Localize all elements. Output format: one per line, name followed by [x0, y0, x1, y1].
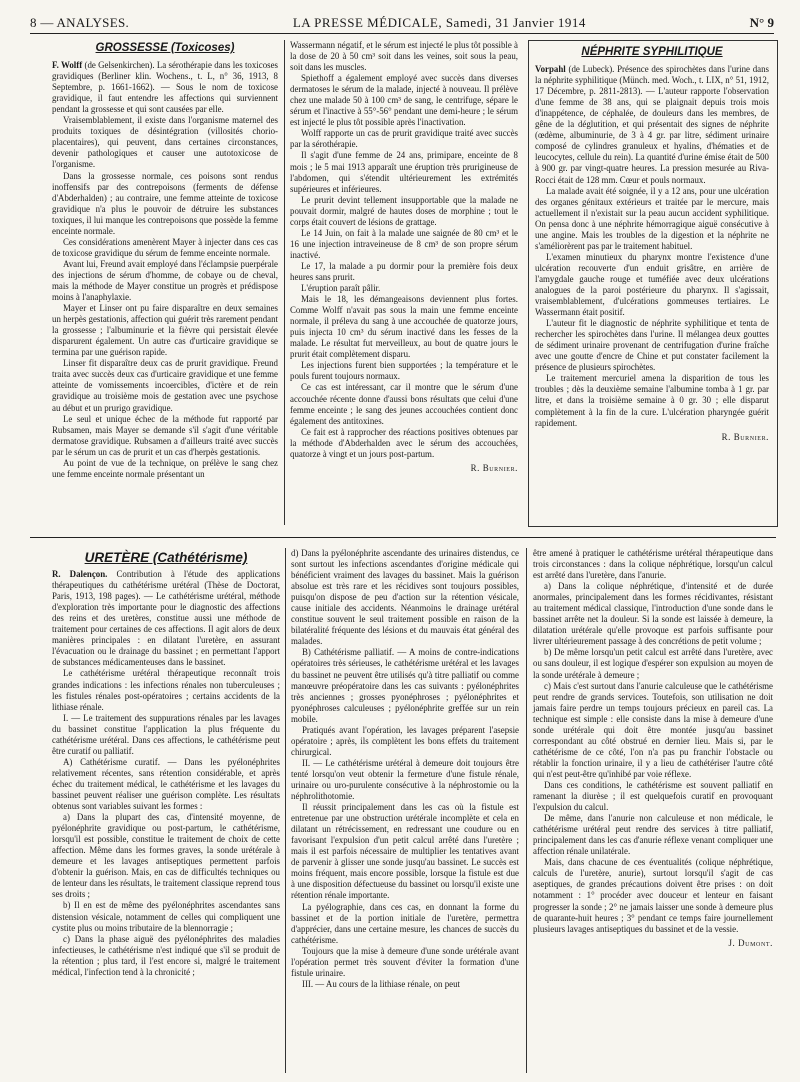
column-rule: [285, 548, 286, 1073]
paragraph: Le traitement mercuriel amena la disparition de tous les troubles ; dès la deuxième semaine l'albumine tomba à 1 gr. par litre, et dans la troisième semaine à 0 gr. 30 ; elle disparut complètement à la fin de la cure. L'ulcération pharyngée guérit rapidement.: [535, 373, 769, 428]
paragraph: [52, 60, 278, 115]
paragraph: La malade avait été soignée, il y a 12 ans, pour une ulcération des organes génitaux extérieurs et traitée par le mercure, mais actuellement il n'existait sur la peau aucun accident syphilitique. On pensa donc à une néphrite hémorragique aiguë consécutive à une angine. Mais les troubles de la digestion et la néphrite ne s'améliorèrent pas par le traitement habituel.: [535, 185, 769, 251]
paragraph: Le cathétérisme urétéral thérapeutique reconnaît trois grandes indications : les infections rénales non tuberculeuses ; les fistules rénales post-opératoires ; certains accidents de la lithiase rénale.: [52, 668, 280, 712]
paragraph: Avant lui, Freund avait employé dans l'éclampsie puerpérale des injections de sérum d'homme, de cobaye ou de cheval, mais la méthode de Mayer constitue un progrès et prédispose moins à l'anaphylaxie.: [52, 258, 278, 303]
paragraph: I. — Le traitement des suppurations rénales par les lavages du bassinet constitue l'application la plus fréquente du cathétérisme urétéral. Dans ces affections, le cathétérisme peut être curatif ou palliatif.: [52, 712, 280, 756]
paragraph: Wassermann négatif, et le sérum est injecté le plus tôt possible à la dose de 20 à 50 cm³ soit dans les veines, soit sous la peau, soit dans les muscles.: [290, 40, 518, 73]
paragraph: Spiethoff a également employé avec succès dans diverses dermatoses le sérum de la malade, injecté à nouveau. Il prélève chez une malade 50 à 100 cm³ de sang, le centrifuge, sépare le sérum et l'inactive à 55°-56° pendant une demi-heure ; le sérum est injecté le plus tôt possible après l'inactivation.: [290, 73, 518, 128]
uretere-column-3: [533, 548, 773, 949]
paragraph: [535, 64, 769, 186]
section-title-grossesse: GROSSESSE (Toxicoses): [95, 42, 235, 54]
paragraph: Ce fait est à rapprocher des réactions positives obtenues par la méthode d'Abderhalden avec le sérum des accouchées, quatorze à vingt et un jours post-partum.: [290, 426, 518, 459]
paragraph: Linser fit disparaître deux cas de prurit gravidique. Freund traita avec succès deux cas d'urticaire gravidique et une femme atteinte de vomissements incoercibles, d'ictère et de rein gravidique au troisième mois de gestation avec une psychose au début et un prurigo gravidique.: [52, 358, 278, 413]
paragraph: b) De même lorsqu'un petit calcul est arrêté dans l'uretère, avec ou sans douleur, il est logique d'espérer son expulsion au moyen de la sonde urétérale à demeure ;: [533, 647, 773, 680]
paragraph: II. — Le cathétérisme urétéral à demeure doit toujours être tenté lorsqu'on veut obtenir la fermeture d'une fistule rénale, urinaire ou uro-purulente consécutive à la néphrostomie ou la néphrolithotomie.: [291, 757, 519, 802]
paragraph: Mayer et Linser ont pu faire disparaître en deux semaines un herpès gestationis, affection qui guérit très rarement pendant la grossesse ; l'albuminurie et la fièvre qui persistait élevée disparurent également. Un autre cas d'urticaire gravidique se termina par une guérison rapide.: [52, 303, 278, 358]
section-title-uretere: URETÈRE (Cathétérisme): [84, 550, 248, 565]
paragraph: Il s'agit d'une femme de 24 ans, primipare, enceinte de 8 mois ; le 5 mai 1913 apparaît une éruption très prurigineuse de l'abdomen, qui s'étendit ultérieurement les extrémités supérieures et inférieures.: [290, 150, 518, 194]
paragraph: d) Dans la pyélonéphrite ascendante des urinaires distendus, ce sont surtout les infections ascendantes d'origine médicale qui bénéficient vraiment des lavages du bassinet. Mais la guérison absolue est très rare et les récidives sont toujours possibles, puisqu'on dispose de peu d'action sur la rétention vésicale, cause initiale des accidents. Néanmoins le drainage urétéral constitue souvent le seul traitement possible en raison de la bilatéralité fréquente des lésions et du mauvais état général des malades.: [291, 548, 519, 647]
paragraph: L'éruption paraît pâlir.: [301, 283, 381, 294]
paragraph: être amené à pratiquer le cathétérisme urétéral thérapeutique dans trois circonstances : dans la colique néphrétique, lorsqu'un calcul est arrêté dans l'uretère, dans l'anurie.: [533, 548, 773, 581]
issue-number: N° 9: [749, 15, 774, 30]
paragraph: Le 14 Juin, on fait à la malade une saignée de 80 cm³ et le 16 une injection intraveineuse de 8 cm³ de son propre sérum inactivé.: [290, 227, 518, 260]
paragraph: c) Mais c'est surtout dans l'anurie calculeuse que le cathétérisme peut rendre de grands services. Toutefois, son utilisation ne doit jamais faire perdre un temps toujours précieux en pareil cas. La technique est simple : elle consiste dans la mise à demeure d'une sonde urétérale qui doit être montée jusqu'au bassinet correspondant au côté obstrué en dernier lieu. Mais si, par le cathétérisme de ce côté, l'on n'a pas pu franchir l'obstacle ou rétablir la fonction urinaire, il y a lieu de cathétériser l'autre côté qui n'est peut-être qu'inhibé par voie réflexe.: [533, 680, 773, 779]
paragraph: La pyélographie, dans ces cas, en donnant la forme du bassinet et de la portion initiale de l'uretère, permettra d'apprécier, dans une certaine mesure, les chances de succès du cathétérisme.: [291, 901, 519, 945]
paragraph: Le prurit devint tellement insupportable que la malade ne pouvait dormir, malgré de hautes doses de morphine ; tout le corps était couvert de lésions de grattage.: [290, 194, 518, 227]
paragraph: Toujours que la mise à demeure d'une sonde urétérale avant l'opération permet très souvent d'éviter la formation d'une fistule urinaire.: [291, 945, 519, 978]
paragraph: Ces considérations amenèrent Mayer à injecter dans ces cas de toxicose gravidique du sérum de femme enceinte normale.: [52, 236, 278, 258]
paragraph-text: (de Gelsenkirchen). La sérothérapie dans les toxicoses gravidiques (Berliner klin. Wochens., t. L, n° 36, 1913, 8 Septembre, p. 1661-1662). — Sous le nom de toxicose gravidique, il faut entendre les affections qui surviennent pendant la grossesse et qui sont causées par elle.: [52, 60, 278, 115]
section-divider: [30, 537, 776, 538]
paragraph-text: (de Lubeck). Présence des spirochètes dans l'urine dans la néphrite syphilitique (Münch. med. Woch., t. LIX, n° 51, 1912, 17 Décembre, p. 2811-2813). — L'auteur rapporte l'observation d'une femme de 38 ans, qui se plaignait depuis trois mois d'inappétence, de céphalée, de douleurs dans les membres, de gêne de la déglutition, et qui présentait des signes de néphrite (œdème, albuminurie, de 3 à 4 gr. par litre, sédiment urinaire composé de cylindres granuleux et hyalins, d'hématies et de leucocytes, cellule du rein). La quantité d'urine émise était de 500 à 900 gr. par vingt-quatre heures. La pression mesurée au Riva-Rocci était de 128 mm. Cœur et pouls normaux.: [535, 64, 769, 185]
author-name: F. Wolff: [52, 60, 83, 71]
paragraph: Wolff rapporte un cas de prurit gravidique traité avec succès par la sérothérapie.: [290, 128, 518, 150]
paragraph-text: Contribution à l'étude des applications thérapeutiques du cathétérisme urétéral (Thèse de Doctorat, Paris, 1913, 198 pages). — Le cathétérisme urétéral, méthode d'exploration très importante pour le diagnostic des affections des reins et des uretères, constitue aussi une méthode de traitement pour certaines de ces affections. Il agit alors de deux manières principales : en dilatant l'uretère, en assurant l'évacuation ou le drainage du bassinet ; en permettant l'apport de substances médicamenteuses dans le bassinet.: [52, 569, 280, 668]
paragraph: [52, 569, 280, 668]
paragraph: L'examen minutieux du pharynx montre l'existence d'une ulcération recouverte d'un enduit grisâtre, en arrière de l'amygdale gauche rouge et tuméfiée avec deux ulcérations analogues de la paroi postérieure du pharynx. Il s'agissait, vraisemblablement, d'ulcérations gommeuses tertiaires. Le Wassermann était positif.: [535, 251, 769, 318]
signature: R. Burnier.: [470, 462, 518, 473]
journal-title: LA PRESSE MÉDICALE, Samedi, 31 Janvier 1914: [292, 15, 586, 30]
paragraph: Le seul et unique échec de la méthode fut rapporté par Rubsamen, mais Mayer se demande s'il s'agit d'une véritable dermatose gravidique. Rubsamen a d'ailleurs traité avec succès par le sérum un cas de prurit et un cas d'herpès gestationis.: [52, 413, 278, 457]
author-name: Vorpahl: [535, 64, 566, 75]
paragraph: Ce cas est intéressant, car il montre que le sérum d'une accouchée récente donne d'aussi bons résultats que celui d'une femme enceinte ; le sang des jeunes accouchées contient donc également des antitoxines.: [290, 382, 518, 426]
paragraph: De même, dans l'anurie non calculeuse et non médicale, le cathétérisme urétéral peut rendre des services à titre palliatif, principalement dans les cas d'anurie réflexe venant compliquer une affection rénale unilatérale.: [533, 813, 773, 857]
uretere-column-1: [52, 548, 280, 978]
paragraph: Le 17, la malade a pu dormir pour la première fois deux heures sans prurit.: [290, 260, 518, 282]
paragraph: Dans la grossesse normale, ces poisons sont rendus inoffensifs par des contrepoisons (ferments de défense d'Abderhalden) ; au contraire, une femme atteinte de toxicose gravidique n'a plus le pouvoir de détruire les substances toxiques, il lui manque les contrepoisons que possède la femme enceinte normale.: [52, 170, 278, 236]
author-name: R. Dalençon.: [52, 569, 108, 580]
paragraph: Les injections furent bien supportées ; la température et le pouls furent toujours normaux.: [290, 360, 518, 382]
nephrite-column: [535, 44, 769, 443]
grossesse-column-1: [52, 40, 278, 480]
signature: R. Burnier.: [721, 431, 769, 442]
paragraph: Pratiqués avant l'opération, les lavages préparent l'asepsie opératoire ; après, ils complètent les bons effets du traitement chirurgical.: [291, 724, 519, 757]
paragraph: Dans ces conditions, le cathétérisme est souvent palliatif en ramenant la diurèse ; il est quelquefois curatif en provoquant l'expulsion du calcul.: [533, 779, 773, 813]
paragraph: a) Dans la plupart des cas, d'intensité moyenne, de pyélonéphrite gravidique ou post-partum, le cathétérisme, lorsqu'il est possible, constitue le traitement de choix de cette affection. Même dans les formes graves, la sonde urétérale à demeure et les lavages antiseptiques permettent parfois d'obtenir la guérison. Mais, en cas de difficultés techniques ou de lenteur dans les résultats, le traitement classique reprend tous ses droits ;: [52, 812, 280, 900]
paragraph: Vraisemblablement, il existe dans l'organisme maternel des produits toxiques de désintégration (villosités chorio-placentaires), qui peuvent, dans certaines circonstances, devenir pathologiques et causer une autotoxicose de l'organisme.: [52, 115, 278, 170]
signature: J. Dumont.: [728, 937, 773, 948]
paragraph: A) Cathétérisme curatif. — Dans les pyélonéphrites relativement récentes, sans rétention considérable, et après échec du traitement médical, le cathétérisme et les lavages du bassinet peuvent réaliser une guérison complète. Les résultats obtenus sont variables suivant les formes :: [52, 756, 280, 812]
paragraph: Mais le 18, les démangeaisons deviennent plus fortes. Comme Wolff n'avait pas sous la main une femme enceinte normale, il préleva du sang à une accouchée de quatorze jours, puis injecta 10 cm³ du sérum inactivé dans les fesses de la malade. Le résultat fut merveilleux, au bout de quatre jours le prurit était complètement disparu.: [290, 294, 518, 360]
paragraph: a) Dans la colique néphrétique, d'intensité et de durée anormales, principalement dans les formes récidivantes, résistant au traitement médical classique, l'introduction d'une sonde dans le bassinet arrête net la douleur. Si la sonde est laissée à demeure, la dilatation urétérale qu'elle provoque est parfois suffisante pour livrer ultérieurement passage à des concrétions de petit volume ;: [533, 581, 773, 647]
paragraph: Il réussit principalement dans les cas où la fistule est entretenue par une obstruction urétérale incomplète et cela en dilatant un rétrécissement, en redressant une coudure ou en favorisant l'expulsion d'un petit calcul arrêté dans l'uretère ; mais il est parfois nécessaire de multiplier les tentatives avant de parvenir à glisser une sonde jusqu'au bassinet. Le succès est moins fréquent, mais encore possible, lorsque la fistule est due à une disposition défectueuse du bassinet ou lorsqu'il existe une rétention rénale importante.: [291, 802, 519, 901]
page-number-section: 8 — ANALYSES.: [30, 15, 130, 30]
paragraph: Mais, dans chacune de ces éventualités (colique néphrétique, calculs de l'uretère, anurie), surtout lorsqu'il s'agit de cas aseptiques, de grandes précautions doivent être prises : on doit notamment : 1° procéder avec douceur et lenteur en faisant progresser la sonde ; 2° ne jamais laisser une sonde à demeure plus de quarante-huit heures ; 3° pendant ce temps faire journellement plusieurs lavages antiseptiques du bassinet et de la vessie.: [533, 857, 773, 934]
paragraph: Au point de vue de la technique, on prélève le sang chez une femme enceinte normale présentant un: [52, 457, 278, 479]
paragraph: L'auteur fit le diagnostic de néphrite syphilitique et tenta de rechercher les spirochètes dans l'urine. Il mélangea deux gouttes de sédiment urinaire provenant de centrifugation d'urine fraîche avec une goutte d'encre de Chine et put constater facilement la présence de plusieurs spirochètes.: [535, 318, 769, 373]
column-rule: [526, 548, 527, 1073]
uretere-column-2: [291, 548, 519, 990]
paragraph: III. — Au cours de la lithiase rénale, on peut: [302, 978, 460, 989]
running-head: [30, 9, 774, 34]
paragraph: B) Cathétérisme palliatif. — A moins de contre-indications opératoires très sérieuses, le cathétérisme urétéral et les lavages du bassinet ne peuvent être utilisés qu'à titre palliatif ou comme manœuvre préopératoire dans les cas suivants : pyélonéphrites très anciennes ; grosses pyonéphroses ; pyélonéphrites et pyonéphroses calculeuses ; pyélonéphrite greffée sur un rein mobile.: [291, 647, 519, 724]
grossesse-column-2: [290, 40, 518, 474]
column-rule: [284, 40, 285, 525]
paragraph: b) Il en est de même des pyélonéphrites ascendantes sans distension vésicale, notamment de celles qui compliquent une cystite plus ou moins tributaire de la blennorragie ;: [52, 900, 280, 933]
section-title-nephrite: NÉPHRITE SYPHILITIQUE: [581, 46, 723, 58]
paragraph: c) Dans la phase aiguë des pyélonéphrites des maladies infectieuses, le cathétérisme n'est indiqué que s'il se produit de la rétention ; plus tard, il l'est encore si, malgré le traitement médical, l'infection tend à la chronicité ;: [52, 933, 280, 977]
